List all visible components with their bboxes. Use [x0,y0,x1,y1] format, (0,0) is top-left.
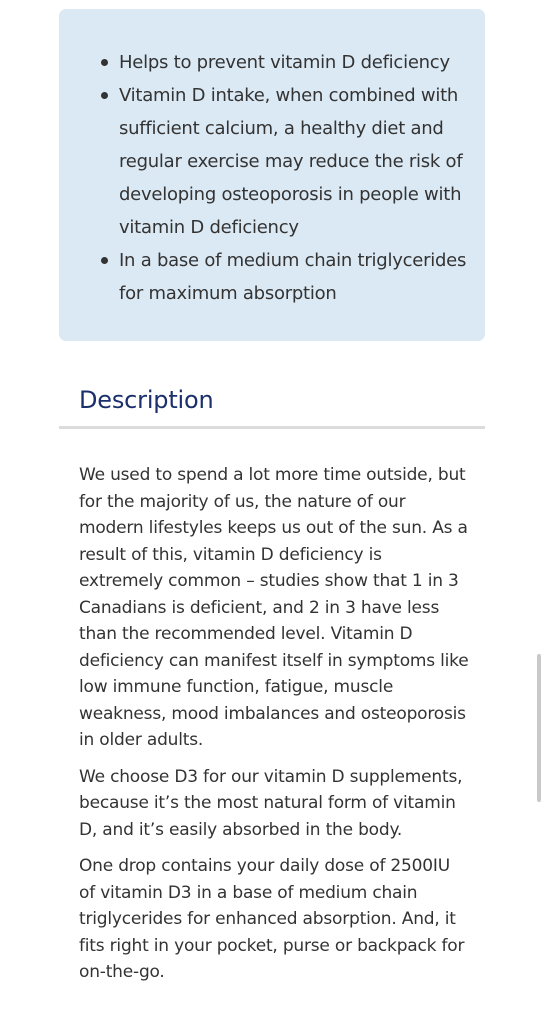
bullet-icon [101,92,108,99]
description-paragraph: One drop contains your daily dose of 2500IU of vitamin D3 in a base of medium chain triglycerides for enhanced absorption. And, it fits right in your pocket, purse or backpack for on-the-go. [79,856,465,982]
description-heading: Description [79,386,214,414]
bullet-icon [101,257,108,264]
benefits-box [59,9,485,341]
bullet-icon [101,59,108,66]
benefit-text: Helps to prevent vitamin D deficiency [119,52,450,73]
scrollbar[interactable] [537,654,541,802]
benefit-item [119,79,479,244]
section-divider [59,426,485,429]
benefit-item [119,46,479,79]
description-body [79,462,469,996]
benefit-item [119,244,479,310]
benefit-text: In a base of medium chain triglycerides for maximum absorption [119,250,467,304]
description-paragraph: We used to spend a lot more time outside, but for the majority of us, the nature of our modern lifestyles keeps us out of the sun. As a result of this, vitamin D deficiency is extremely common – studies show that 1 in 3 Canadians is deficient, and 2 in 3 have less than the recommended level. Vitamin D deficiency can manifest itself in symptoms like low immune function, fatigue, muscle weakness, mood imbalances and osteoporosis in older adults. [79,465,469,750]
benefits-list [119,46,479,310]
benefit-text: Vitamin D intake, when combined with sufficient calcium, a healthy diet and regular exercise may reduce the risk of developing osteoporosis in people with vitamin D deficiency [119,85,463,238]
description-paragraph: We choose D3 for our vitamin D supplements, because it’s the most natural form of vitamin D, and it’s easily absorbed in the body. [79,766,463,840]
